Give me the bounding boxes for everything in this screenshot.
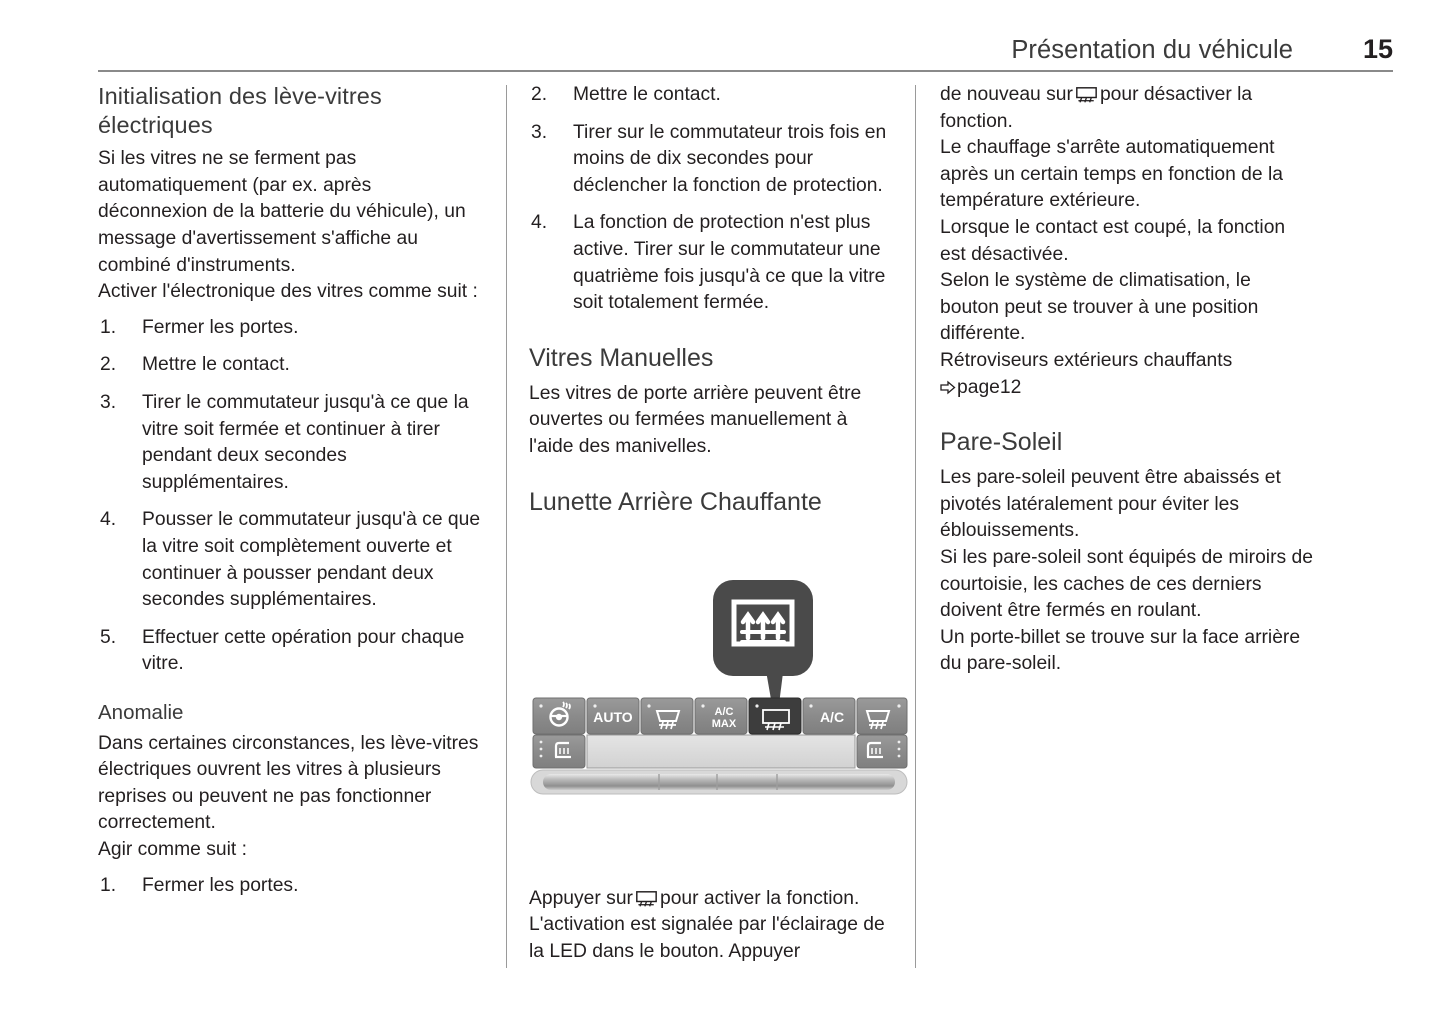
list-item bbox=[529, 82, 893, 109]
climate-button-ac-max[interactable] bbox=[695, 698, 747, 734]
climate-button-label-ac: A/C bbox=[714, 705, 734, 718]
list-item bbox=[98, 352, 484, 379]
step-number: 4. bbox=[100, 509, 117, 531]
climate-button-seat-heater-left[interactable] bbox=[533, 735, 585, 768]
list-item bbox=[529, 120, 893, 200]
climate-button-row bbox=[533, 698, 907, 734]
climate-panel-svg bbox=[529, 570, 909, 800]
header-divider bbox=[98, 70, 1393, 72]
climate-button-windshield-defrost-right[interactable] bbox=[857, 698, 907, 734]
paragraph-retroviseurs: Rétroviseurs extérieurs chauffants bbox=[940, 349, 1233, 371]
content-columns bbox=[98, 82, 1393, 982]
climate-button-heated-steering-wheel[interactable] bbox=[533, 698, 585, 734]
climate-button-ac[interactable] bbox=[803, 698, 855, 734]
step-text: Mettre le contact. bbox=[142, 354, 290, 376]
climate-button-rear-window-defrost[interactable] bbox=[749, 698, 801, 734]
list-item bbox=[98, 315, 484, 342]
caption-text-part2: pour activer la fonction. L'activation est signalée par l'éclairage de la LED dans le bouton. Appuyer bbox=[529, 887, 885, 962]
step-text: La fonction de protection n'est plus active. Tirer sur le commutateur une quatrième fois jusqu'à ce que la vitre soit totalement fermée. bbox=[573, 212, 886, 314]
cross-reference-line[interactable] bbox=[940, 375, 1314, 402]
caption-text-part1: Appuyer sur bbox=[529, 887, 633, 909]
page-title: Présentation du véhicule bbox=[1011, 36, 1293, 64]
climate-button-auto[interactable] bbox=[587, 698, 639, 734]
paragraph-intro-2: Activer l'électronique des vitres comme suit : bbox=[98, 281, 478, 303]
heading-pare-soleil: Pare-Soleil bbox=[940, 428, 1063, 457]
step-number: 2. bbox=[531, 84, 548, 105]
rear-window-defrost-icon-inline-2 bbox=[1076, 87, 1097, 103]
step-number: 2. bbox=[100, 354, 117, 376]
continued-text-part2: pour désactiver la fonction. bbox=[940, 84, 1253, 132]
paragraph-anomalie: Dans certaines circonstances, les lève-vitres électriques ouvrent les vitres à plusieurs reprises ou peuvent ne pas fonctionner correctement. bbox=[98, 732, 479, 834]
step-text: Fermer les portes. bbox=[142, 316, 299, 338]
climate-button-label-auto: AUTO bbox=[593, 708, 633, 725]
climate-button-row-2 bbox=[533, 735, 907, 768]
steps-list-protection bbox=[529, 82, 893, 317]
page-number: 15 bbox=[1362, 34, 1393, 64]
list-item bbox=[98, 873, 484, 900]
climate-button-label-max: MAX bbox=[711, 717, 737, 730]
step-number: 4. bbox=[531, 212, 548, 234]
steps-list-anomalie bbox=[98, 873, 484, 900]
heading-lunette-arriere: Lunette Arrière Chauffante bbox=[529, 487, 822, 516]
paragraph-intro: Si les vitres ne se ferment pas automatiquement (par ex. après déconnexion de la batterie du véhicule), un message d'avertissement s'affiche au combiné d'instruments. bbox=[98, 148, 466, 276]
step-text: Fermer les portes. bbox=[142, 874, 299, 896]
step-number: 1. bbox=[100, 316, 117, 338]
paragraph-chauffage: Le chauffage s'arrête automatiquement après un certain temps en fonction de la température extérieure. bbox=[940, 137, 1283, 212]
rear-window-defrost-icon-inline bbox=[636, 891, 657, 907]
heading-initialisation: Initialisation des lève-vitres électriques bbox=[98, 83, 382, 139]
heading-vitres-manuelles: Vitres Manuelles bbox=[529, 343, 714, 372]
list-item bbox=[98, 390, 484, 496]
page-header bbox=[98, 34, 1393, 74]
arrow-right-icon bbox=[940, 377, 956, 392]
chrome-trim-bar bbox=[531, 770, 907, 794]
step-text: Pousser le commutateur jusqu'à ce que la vitre soit complètement ouverte et continuer à pousser pendant deux secondes supplémentaires. bbox=[142, 509, 481, 611]
heading-anomalie: Anomalie bbox=[98, 700, 184, 724]
climate-button-seat-heater-right[interactable] bbox=[857, 735, 907, 768]
step-number: 3. bbox=[100, 392, 117, 413]
column-one bbox=[98, 82, 506, 982]
paragraph-vitres-manuelles: Les vitres de porte arrière peuvent être ouvertes ou fermées manuellement à l'aide des manivelles. bbox=[529, 382, 862, 457]
paragraph-pare-soleil-2: Si les pare-soleil sont équipés de miroirs de courtoisie, les caches de ces derniers doivent être fermés en roulant. bbox=[940, 546, 1313, 622]
paragraph-continued bbox=[940, 82, 1314, 135]
paragraph-anomalie-2: Agir comme suit : bbox=[98, 838, 247, 860]
step-text: Tirer le commutateur jusqu'à ce que la vitre soit fermée et continuer à tirer pendant deux secondes supplémentaires. bbox=[142, 392, 469, 493]
step-text: Effectuer cette opération pour chaque vitre. bbox=[142, 626, 465, 675]
step-text: Tirer sur le commutateur trois fois en moins de dix secondes pour déclencher la fonction de protection. bbox=[573, 121, 887, 196]
step-number: 3. bbox=[531, 121, 548, 143]
climate-button-label-ac2: A/C bbox=[819, 708, 845, 725]
steps-list-initialisation bbox=[98, 315, 484, 678]
climate-control-illustration bbox=[529, 570, 893, 820]
list-item bbox=[98, 625, 484, 678]
paragraph-pare-soleil-3: Un porte-billet se trouve sur la face arrière du pare-soleil. bbox=[940, 626, 1301, 675]
step-number: 5. bbox=[100, 626, 117, 648]
climate-button-windshield-defrost[interactable] bbox=[641, 698, 693, 734]
list-item bbox=[98, 507, 484, 613]
illustration-caption bbox=[529, 886, 893, 966]
paragraph-contact-coupe: Lorsque le contact est coupé, la fonction est désactivée. bbox=[940, 216, 1286, 265]
column-two bbox=[507, 82, 915, 982]
climate-display-panel bbox=[587, 735, 855, 768]
column-three bbox=[916, 82, 1324, 982]
step-text: Mettre le contact. bbox=[573, 84, 721, 105]
continued-text-part1: de nouveau sur bbox=[940, 84, 1073, 105]
step-number: 1. bbox=[100, 874, 117, 896]
paragraph-climatisation: Selon le système de climatisation, le bouton peut se trouver à une position différente. bbox=[940, 270, 1259, 345]
cross-reference-label: page12 bbox=[957, 376, 1022, 398]
paragraph-pare-soleil-1: Les pare-soleil peuvent être abaissés et pivotés latéralement pour éviter les éblouissements. bbox=[940, 467, 1281, 542]
list-item bbox=[529, 210, 893, 316]
